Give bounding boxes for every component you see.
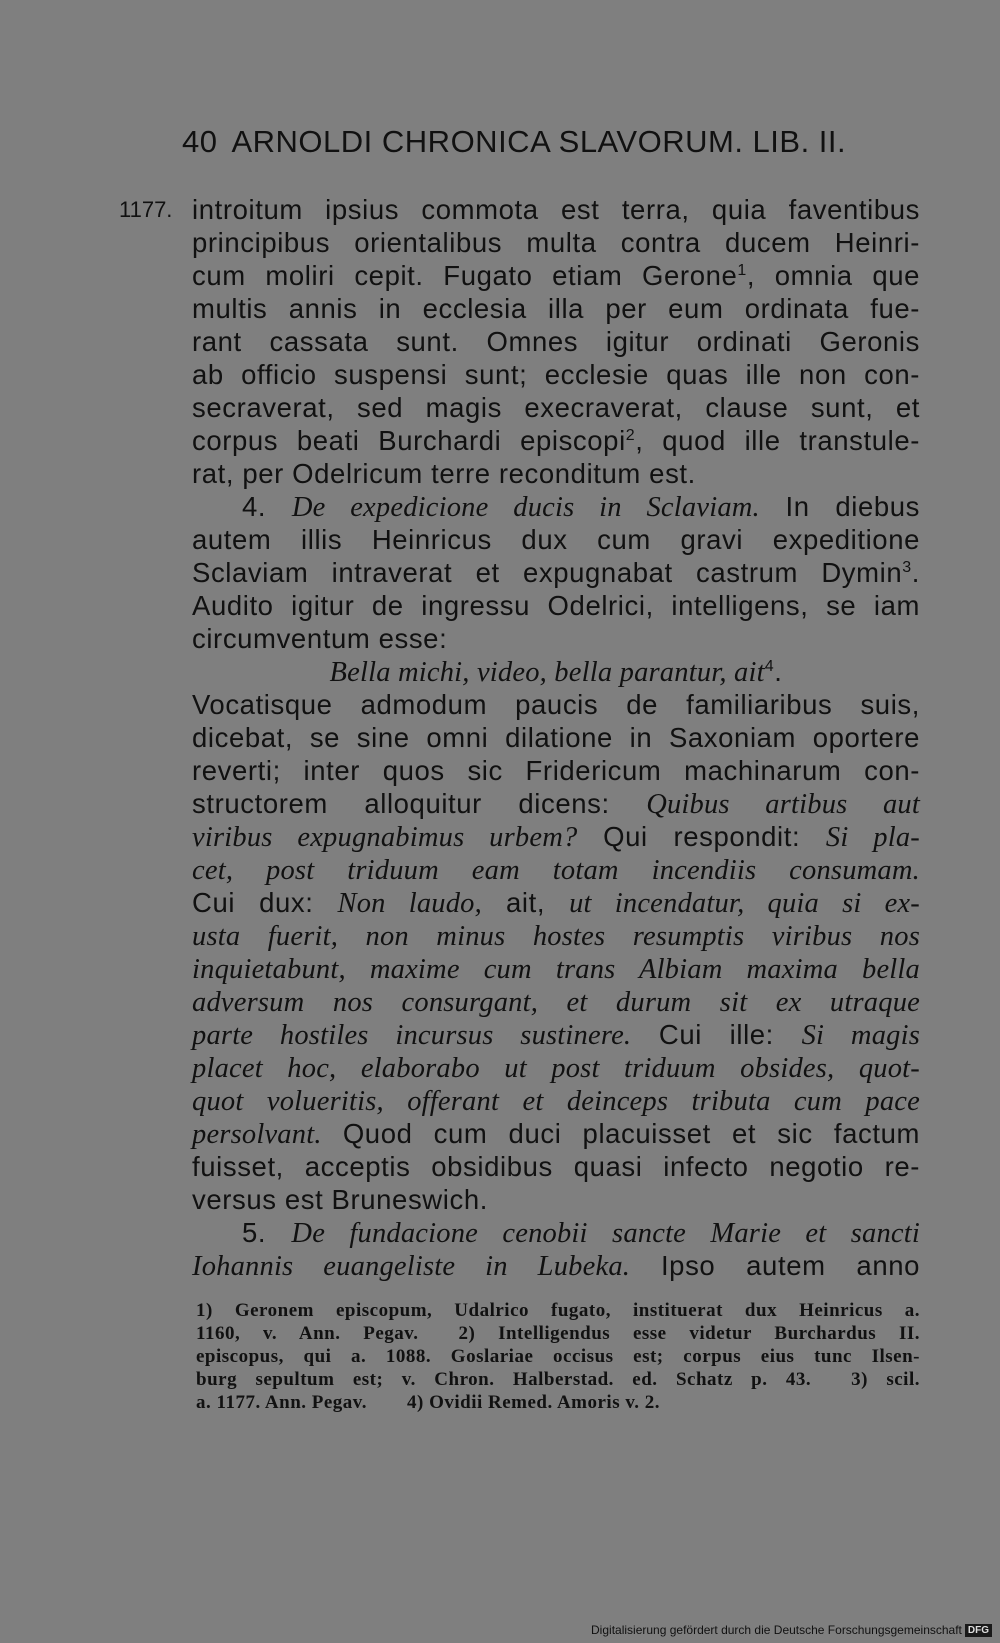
footnote-text: 3) scil. [851,1369,920,1390]
text-span-italic: usta fuerit, non minus hostes resumptis viribus nos [192,921,920,952]
text-line [192,952,920,985]
text-span: secraverat, sed magis execraverat, clause sunt, et [192,392,920,423]
footnote-text: a. 1177. Ann. Pegav. [196,1392,367,1413]
text-span-italic: parte hostiles incursus sustinere. [192,1020,632,1051]
text-span: . [774,656,783,687]
text-line [192,820,920,853]
text-span: rat, per Odelricum terre reconditum est. [192,458,696,489]
running-header [182,124,896,160]
text-span: ait, [481,887,570,918]
text-span-italic: placet hoc, elaborabo ut post triduum obsides, quot- [192,1053,920,1084]
text-span: Vocatisque admodum paucis de familiaribus suis, [192,689,920,720]
text-span-italic: inquietabunt, maxime cum trans Albiam maxima bella [192,954,920,985]
text-span-italic: Quibus artibus aut [646,789,920,820]
page-number: 40 [182,124,218,159]
text-line [192,589,920,622]
text-span: structorem alloquitur dicens: [192,788,647,819]
footnote-text: 2) Intelligendus esse videtur Burchardus II. [458,1323,920,1344]
quotation-line [192,655,920,688]
digitization-credit [591,1623,992,1637]
main-text [119,193,921,1282]
text-span: dicebat, se sine omni dilatione in Saxoniam oportere [192,722,920,753]
footnote-line [196,1391,920,1414]
text-span: corpus beati Burchardi episcopi [192,425,626,456]
chapter-title: De expedicione ducis in Sclaviam. [291,492,760,523]
text-line [192,787,920,820]
text-line [192,457,920,490]
text-span: Audito igitur de ingressu Odelrici, intelligens, se iam [192,590,920,621]
text-line [192,754,920,787]
text-span: cum moliri cepit. Fugato etiam Gerone [192,260,738,291]
text-line [192,1018,920,1051]
chapter-title: Iohannis euangeliste in Lubeka. [192,1251,631,1282]
dfg-logo: DFG [965,1624,992,1637]
text-line [192,391,920,424]
margin-year: 1177. [119,197,173,222]
running-title: ARNOLDI CHRONICA SLAVORUM. LIB. II. [231,124,847,159]
footnote-line [196,1368,920,1391]
text-span: rant cassata sunt. Omnes igitur ordinati Geronis [192,326,920,357]
text-span: , omnia que [746,260,921,291]
quotation: Bella michi, video, bella parantur, ait [329,657,765,688]
text-span: versus est Bruneswich. [192,1184,488,1215]
text-line [192,1249,920,1282]
text-span-italic: Non laudo, [337,888,482,919]
text-span: Cui ille: [631,1019,802,1050]
text-span: reverti; inter quos sic Fridericum machinarum con- [192,755,920,786]
footnote-line [196,1299,920,1322]
text-span: In diebus [759,491,920,522]
footnote-mark: 3 [902,559,912,576]
text-line [192,985,920,1018]
footnote-text: 1) Geronem episcopum, Udalrico fugato, instituerat dux Heinricus a. [196,1300,920,1321]
text-line [192,688,920,721]
text-line [192,325,920,358]
chapter-number: 5. [242,1217,292,1248]
text-span: fuisset, acceptis obsidibus quasi infecto negotio re- [192,1151,920,1182]
text-span: , quod ille transtule- [635,425,920,456]
text-line [192,886,920,919]
footnotes [196,1299,920,1414]
text-span: introitum ipsius commota est terra, quia faventibus [192,194,920,225]
text-line [192,259,920,292]
text-span: multis annis in ecclesia illa per eum ordinata fue- [192,293,920,324]
text-line [192,226,920,259]
text-span-italic: quot volueritis, offerant et deinceps tributa cum pace [192,1086,920,1117]
text-line [192,853,920,886]
text-span: Cui dux: [192,887,338,918]
footnote-mark: 2 [625,427,636,444]
text-line [192,622,920,655]
footnote-line [196,1345,920,1368]
text-span: . [911,557,920,588]
chapter-heading-line [192,490,920,523]
text-span-italic: cet, post triduum eam totam incendiis consumam. [192,855,920,886]
text-span-italic: Si pla- [825,822,920,853]
text-span: principibus orientalibus multa contra ducem Heinri- [192,227,920,258]
footnote-mark: 1 [737,262,747,279]
text-line [192,523,920,556]
text-line [192,292,920,325]
chapter-title: De fundacione cenobii sancte Marie et sancti [291,1218,920,1249]
text-span: Quod cum duci placuisset et sic factum [321,1118,920,1149]
chapter-number: 4. [242,491,292,522]
credit-text: Digitalisierung gefördert durch die Deutsche Forschungsgemeinschaft [591,1622,962,1637]
text-span-italic: viribus expugnabimus urbem? [192,822,578,853]
text-span: circumventum esse: [192,623,448,654]
footnote-text: 1160, v. Ann. Pegav. [196,1323,419,1344]
text-line [192,721,920,754]
text-line [192,1084,920,1117]
text-span-italic: persolvant. [192,1119,322,1150]
text-line [192,1051,920,1084]
footnote-text: 4) Ovidii Remed. Amoris v. 2. [407,1392,661,1413]
footnote-text: burg sepultum est; v. Chron. Halberstad. ed. Schatz p. 43. [196,1369,812,1390]
text-span: autem illis Heinricus dux cum gravi expeditione [192,524,920,555]
text-span: Qui respondit: [577,821,826,852]
text-line [192,1150,920,1183]
text-line [192,424,920,457]
footnote-mark: 4 [764,658,775,675]
text-line [192,919,920,952]
text-line [192,1117,920,1150]
text-span-italic: adversum nos consurgant, et durum sit ex utraque [192,987,920,1018]
footnote-line [196,1322,920,1345]
text-span: Ipso autem anno [630,1250,921,1281]
text-line [192,556,920,589]
text-span-italic: Si magis [801,1020,920,1051]
text-span: ab officio suspensi sunt; ecclesie quas ille non con- [192,359,920,390]
text-span-italic: ut incendatur, quia si ex- [569,888,920,919]
footnote-text: episcopus, qui a. 1088. Goslariae occisus est; corpus eius tunc Ilsen- [196,1346,920,1367]
chapter-heading-line [192,1216,920,1249]
text-line [119,193,920,226]
text-span: Sclaviam intraverat et expugnabat castrum Dymin [192,557,903,588]
text-line [192,358,920,391]
text-line [192,1183,920,1216]
